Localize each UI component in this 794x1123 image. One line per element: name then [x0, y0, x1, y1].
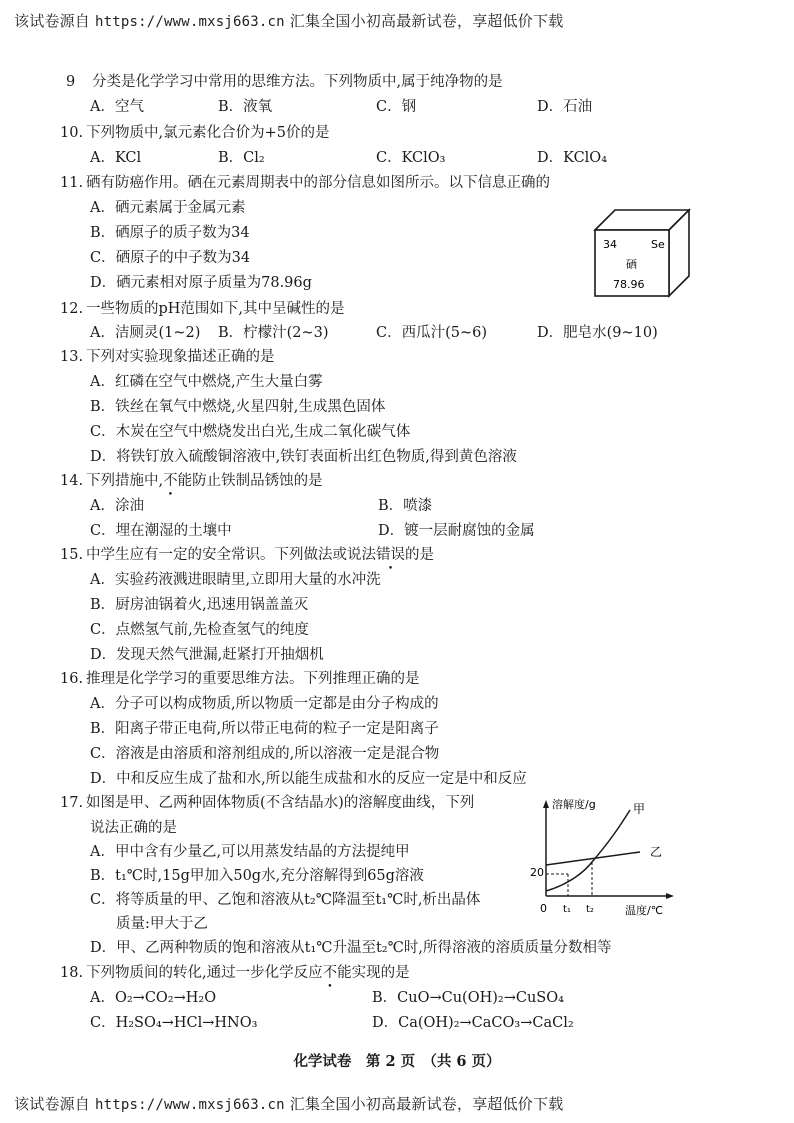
- q10-option-c: C．KClO₃: [376, 150, 446, 166]
- question-number: 13.: [60, 349, 84, 365]
- question-text: 硒有防癌作用。硒在元素周期表中的部分信息如图所示。以下信息正确的: [86, 175, 550, 191]
- t2-label: t₂: [586, 904, 594, 915]
- origin-label: 0: [540, 902, 547, 915]
- q17-option-c: C．将等质量的甲、乙饱和溶液从t₂℃降温至t₁℃时,析出晶体: [90, 892, 481, 908]
- banner-suffix: 汇集全国小初高最新试卷，享超低价下载: [289, 12, 564, 30]
- question-17: [60, 793, 474, 813]
- question-text: 分类是化学学习中常用的思维方法。下列物质中,属于纯净物的是: [92, 74, 503, 90]
- question-number: 15.: [60, 547, 84, 563]
- x-axis-arrow: [666, 893, 674, 899]
- question-number: 18.: [60, 965, 84, 981]
- emphasis-text: 不: [322, 965, 338, 981]
- solubility-curve-graph: [530, 796, 680, 921]
- question-number: 17.: [60, 795, 84, 811]
- question-text: 推理是化学学习的重要思维方法。下列推理正确的是: [86, 671, 420, 687]
- q18-option-b: B．CuO→Cu(OH)₂→CuSO₄: [372, 990, 564, 1006]
- q13-option-a: A．红磷在空气中燃烧,产生大量白雾: [90, 374, 323, 390]
- question-text: 下列对实验现象描述正确的是: [86, 349, 275, 365]
- question-16: [60, 669, 420, 689]
- q15-option-a: A．实验药液溅进眼睛里,立即用大量的水冲洗: [90, 572, 381, 588]
- q9-option-d: D．石油: [537, 99, 593, 115]
- series-a-label: 甲: [633, 802, 646, 816]
- y-axis-label: 溶解度/g: [552, 798, 596, 811]
- q15-option-b: B．厨房油锅着火,迅速用锅盖盖灭: [90, 597, 309, 613]
- q12-option-a: A．洁厕灵(1~2): [90, 325, 201, 341]
- question-text: 中学生应有一定的安全常识。下列做法或说法: [86, 547, 376, 563]
- series-a-curve: [546, 810, 630, 891]
- y-20-label: 20: [530, 866, 544, 879]
- q14-option-c: C．埋在潮湿的土壤中: [90, 523, 232, 539]
- q10-option-b: B．Cl₂: [218, 150, 265, 166]
- element-atomic-mass: 78.96: [613, 278, 645, 291]
- emphasis-text: 不: [163, 473, 178, 489]
- q18-option-c: C．H₂SO₄→HCl→HNO₃: [90, 1015, 258, 1031]
- question-number: 12.: [60, 301, 84, 317]
- q16-option-b: B．阳离子带正电荷,所以带正电荷的粒子一定是阳离子: [90, 721, 439, 737]
- question-14: [60, 471, 323, 491]
- q17-option-d: D．甲、乙两种物质的饱和溶液从t₁℃升温至t₂℃时,所得溶液的溶质质量分数相等: [90, 940, 612, 956]
- q17-option-a: A．甲中含有少量乙,可以用蒸发结晶的方法提纯甲: [90, 844, 410, 860]
- question-number: 9: [66, 74, 76, 90]
- question-9: [66, 72, 503, 92]
- q10-option-d: D．KClO₄: [537, 150, 608, 166]
- question-text: 下列措施中,: [86, 473, 164, 489]
- question-15: [60, 545, 434, 565]
- q16-option-d: D．中和反应生成了盐和水,所以能生成盐和水的反应一定是中和反应: [90, 771, 527, 787]
- q12-option-d: D．肥皂水(9~10): [537, 325, 658, 341]
- question-text: 的是: [405, 547, 434, 563]
- question-text: 下列物质中,氯元素化合价为+5价的是: [86, 125, 330, 141]
- question-18: [60, 963, 410, 983]
- q17-option-b: B．t₁℃时,15g甲加入50g水,充分溶解得到65g溶液: [90, 868, 424, 884]
- q11-option-a: A．硒元素属于金属元素: [90, 200, 246, 216]
- q18-option-d: D．Ca(OH)₂→CaCO₃→CaCl₂: [372, 1015, 574, 1031]
- q16-option-a: A．分子可以构成物质,所以物质一定都是由分子构成的: [90, 696, 439, 712]
- series-b-line: [546, 852, 640, 865]
- q12-option-b: B．柠檬汁(2~3): [218, 325, 329, 341]
- x-axis-label: 温度/℃: [625, 904, 664, 917]
- banner-prefix: 该试卷源自: [14, 12, 91, 30]
- element-symbol: Se: [651, 238, 665, 251]
- question-13: [60, 347, 275, 367]
- question-text: 如图是甲、乙两种固体物质(不含结晶水)的溶解度曲线，下列: [86, 795, 475, 811]
- q9-option-c: C．钢: [376, 99, 417, 115]
- question-number: 10.: [60, 125, 84, 141]
- top-banner: [14, 10, 563, 31]
- element-name: 硒: [626, 258, 637, 271]
- q11-option-d: D．硒元素相对原子质量为78.96g: [90, 275, 312, 291]
- question-number: 11.: [60, 175, 84, 191]
- element-atomic-number: 34: [603, 238, 617, 251]
- q9-option-a: A．空气: [90, 99, 144, 115]
- banner-url-link[interactable]: https://www.mxsj663.cn: [94, 14, 285, 30]
- periodic-element-cube: [593, 208, 691, 298]
- emphasis-text: 错误: [376, 547, 405, 563]
- q10-option-a: A．KCl: [90, 150, 142, 166]
- series-b-label: 乙: [650, 845, 663, 859]
- q13-option-d: D．将铁钉放入硫酸铜溶液中,铁钉表面析出红色物质,得到黄色溶液: [90, 449, 517, 465]
- t1-label: t₁: [563, 904, 571, 915]
- bottom-banner: [14, 1093, 563, 1114]
- q13-option-c: C．木炭在空气中燃烧发出白光,生成二氧化碳气体: [90, 424, 411, 440]
- q15-option-d: D．发现天然气泄漏,赶紧打开抽烟机: [90, 647, 324, 663]
- banner-suffix: 汇集全国小初高最新试卷，享超低价下载: [289, 1095, 564, 1113]
- q14-option-a: A．涂油: [90, 498, 144, 514]
- q14-option-b: B．喷漆: [378, 498, 433, 514]
- q17-option-c-continued: 质量:甲大于乙: [116, 916, 208, 932]
- banner-url-link[interactable]: https://www.mxsj663.cn: [94, 1097, 285, 1113]
- question-text: 下列物质间的转化,通过一步化学反应: [86, 965, 323, 981]
- question-10: [60, 123, 329, 143]
- q11-option-b: B．硒原子的质子数为34: [90, 225, 250, 241]
- question-11: [60, 173, 550, 193]
- q12-option-c: C．西瓜汁(5~6): [376, 325, 488, 341]
- q15-option-c: C．点燃氢气前,先检查氢气的纯度: [90, 622, 309, 638]
- y-axis-arrow: [543, 800, 549, 808]
- banner-prefix: 该试卷源自: [14, 1095, 91, 1113]
- q13-option-b: B．铁丝在氧气中燃烧,火星四射,生成黑色固体: [90, 399, 386, 415]
- q18-option-a: A．O₂→CO₂→H₂O: [90, 990, 217, 1006]
- q11-option-c: C．硒原子的中子数为34: [90, 250, 251, 266]
- question-text: 一些物质的pH范围如下,其中呈碱性的是: [86, 301, 345, 317]
- question-17-line2: 说法正确的是: [90, 820, 177, 836]
- q14-option-d: D．镀一层耐腐蚀的金属: [378, 523, 535, 539]
- question-12: [60, 299, 345, 319]
- page-footer: 化学试卷 第 2 页 （共 6 页）: [293, 1053, 501, 1070]
- q16-option-c: C．溶液是由溶质和溶剂组成的,所以溶液一定是混合物: [90, 746, 440, 762]
- question-text: 能实现的是: [337, 965, 410, 981]
- question-number: 16.: [60, 671, 84, 687]
- q9-option-b: B．液氧: [218, 99, 273, 115]
- question-text: 能防止铁制品锈蚀的是: [177, 473, 323, 489]
- question-number: 14.: [60, 473, 84, 489]
